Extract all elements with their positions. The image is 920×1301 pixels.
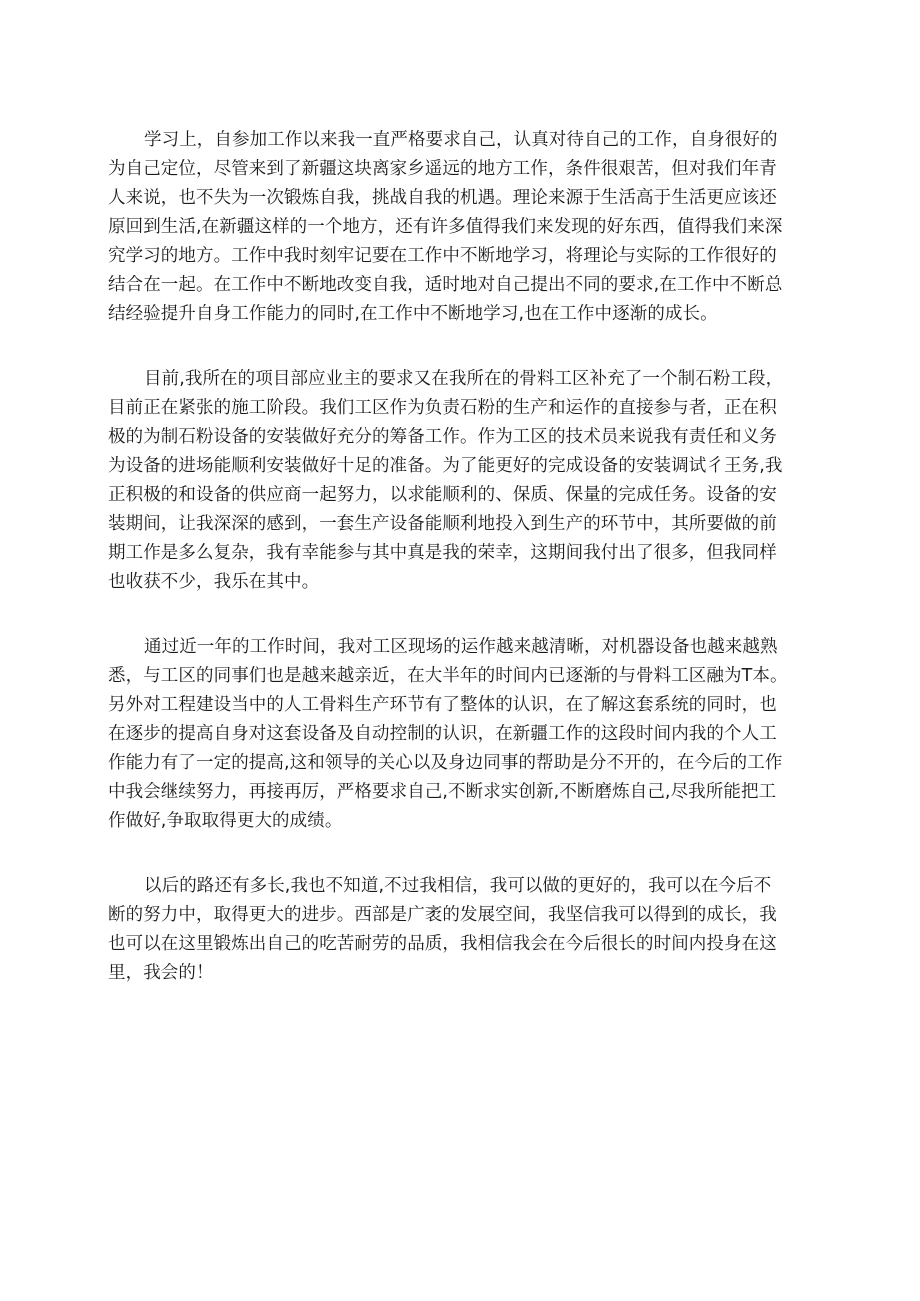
paragraph-line: 原回到生活,在新疆这样的一个地方，还有许多值得我们来发现的好东西，值得我们来深 — [108, 217, 783, 237]
paragraph-line: 也收获不少，我乐在其中。 — [108, 572, 320, 592]
paragraph-line: 为自己定位，尽管来到了新疆这块离家乡遥远的地方工作，条件很艰苦，但对我们年青 — [108, 159, 777, 179]
paragraph-line: 装期间，让我深深的感到，一套生产设备能顺利地投入到生产的环节中，其所要做的前 — [108, 514, 777, 534]
paragraph-line: 另外对工程建设当中的人工骨料生产环节有了整体的认识，在了解这套系统的同时，也 — [108, 695, 777, 715]
paragraph-4 — [108, 872, 798, 988]
paragraph-line: 作做好,争取取得更大的成绩。 — [108, 811, 343, 831]
paragraph-3 — [108, 633, 798, 836]
paragraph-line: 究学习的地方。工作中我时刻牢记要在工作中不断地学习，将理论与实际的工作很好的 — [108, 246, 777, 266]
paragraph-line: 在逐步的提高自身对这套设备及自动控制的认识，在新疆工作的这段时间内我的个人工 — [108, 724, 777, 744]
paragraph-line: 极的为制石粉设备的安装做好充分的筹备工作。作为工区的技术员来说我有责任和义务 — [108, 427, 777, 447]
paragraph-1 — [108, 126, 798, 329]
paragraph-line: 里，我会的！ — [108, 963, 214, 983]
paragraph-line: 学习上，自参加工作以来我一直严格要求自己，认真对待自己的工作，自身很好的 — [144, 130, 778, 150]
paragraph-line: 正积极的和设备的供应商一起努力，以求能顺利的、保质、保量的完成任务。设备的安 — [108, 485, 777, 505]
paragraph-line: 中我会继续努力，再接再厉，严格要求自己,不断求实创新,不断磨炼自己,尽我所能把工 — [108, 782, 777, 802]
paragraph-line: 断的努力中，取得更大的进步。西部是广袤的发展空间，我坚信我可以得到的成长，我 — [108, 905, 777, 925]
paragraph-2 — [108, 365, 798, 597]
paragraph-line: 作能力有了一定的提高,这和领导的关心以及身边同事的帮助是分不开的，在今后的工作 — [108, 753, 783, 773]
paragraph-line: 也可以在这里锻炼出自己的吃苦耐劳的品质，我相信我会在今后很长的时间内投身在这 — [108, 934, 777, 954]
paragraph-line: 目前正在紧张的施工阶段。我们工区作为负责石粉的生产和运作的直接参与者，正在积 — [108, 398, 777, 418]
paragraph-line: 期工作是多么复杂，我有幸能参与其中真是我的荣幸，这期间我付出了很多，但我同样 — [108, 543, 777, 563]
paragraph-line: 目前,我所在的项目部应业主的要求又在我所在的骨料工区补充了一个制石粉工段， — [144, 369, 784, 389]
paragraph-line: 为设备的进场能顺利安装做好十足的准备。为了能更好的完成设备的安装调试彳王务,我 — [108, 456, 783, 476]
paragraph-line: 以后的路还有多长,我也不知道,不过我相信，我可以做的更好的，我可以在今后不 — [144, 876, 772, 896]
paragraph-line: 结经验提升自身工作能力的同时,在工作中不断地学习,也在工作中逐渐的成长。 — [108, 304, 718, 324]
document-body — [108, 126, 798, 1024]
paragraph-line: 人来说，也不失为一次锻炼自我，挑战自我的机遇。理论来源于生活高于生活更应该还 — [108, 188, 777, 208]
paragraph-line: 悉，与工区的同事们也是越来越亲近，在大半年的时间内已逐渐的与骨料工区融为T本。 — [108, 666, 788, 686]
paragraph-line: 通过近一年的工作时间，我对工区现场的运作越来越清晰，对机器设备也越来越熟 — [144, 637, 778, 657]
paragraph-line: 结合在一起。在工作中不断地改变自我，适时地对自己提出不同的要求,在工作中不断总 — [108, 275, 783, 295]
